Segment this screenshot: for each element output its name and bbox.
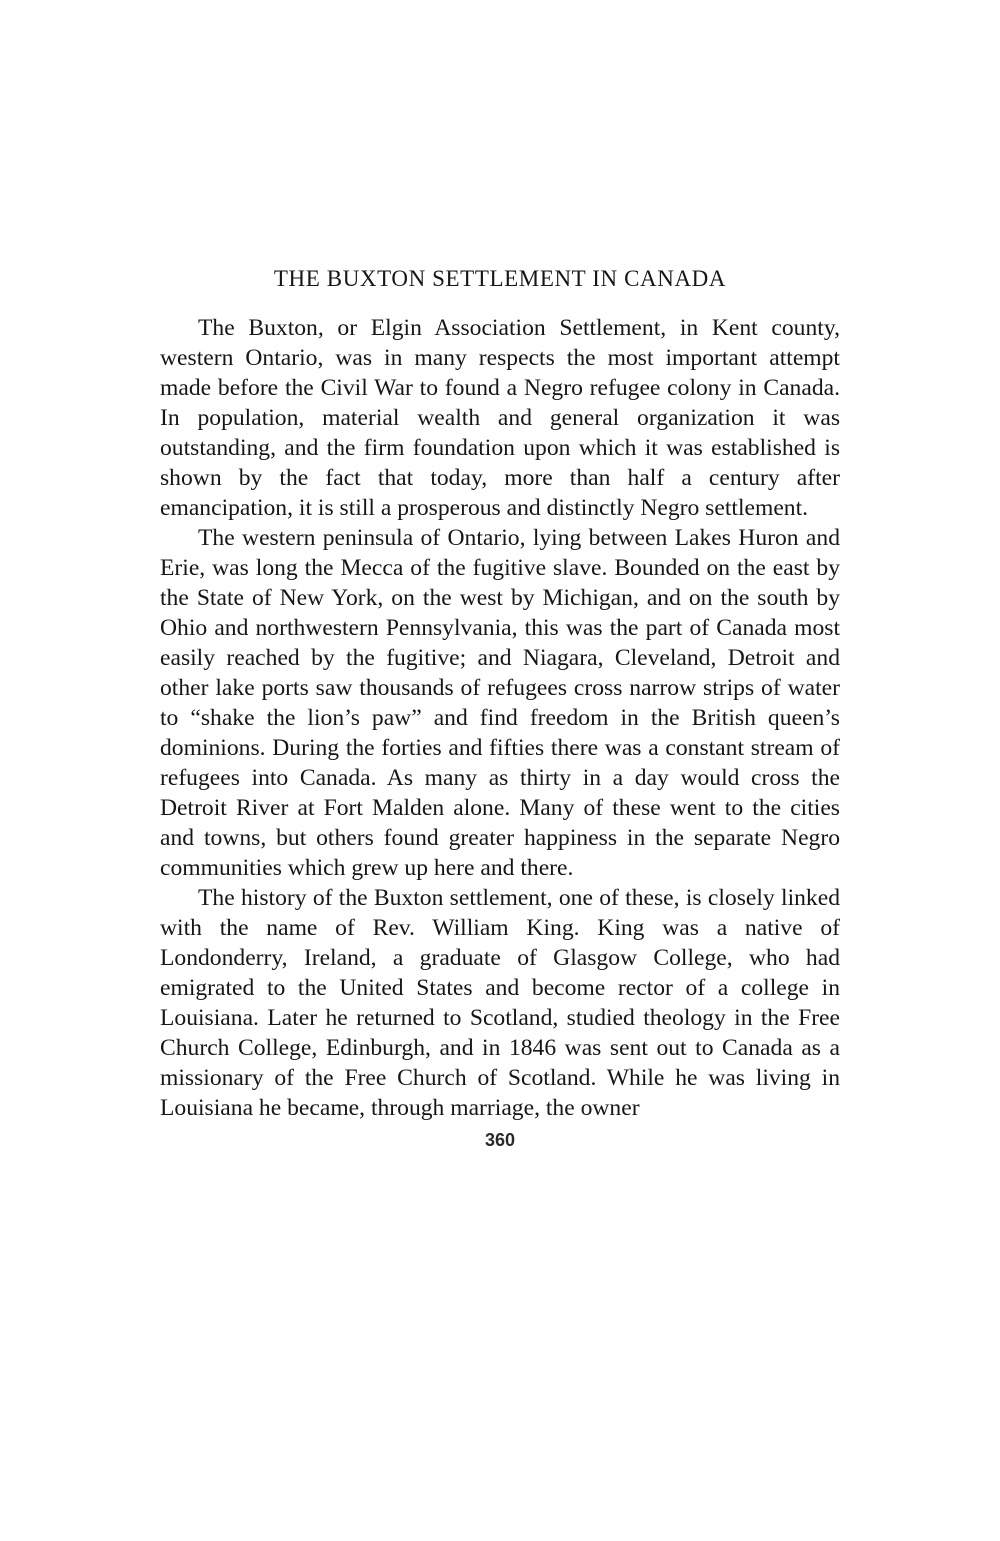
paragraph-1: The Buxton, or Elgin Association Settlement, in Kent county, western Ontario, was in many respects the most important attempt made before the Civil War to found a Negro refugee colony in Canada. In population, material wealth and general organization it was outstanding, and the firm foundation upon which it was established is shown by the fact that today, more than half a century after emancipation, it is still a prosperous and distinctly Negro settlement. bbox=[160, 315, 840, 521]
page bbox=[160, 262, 840, 1153]
paragraph-3: The history of the Buxton settlement, one of these, is closely linked with the name of Rev. William King. King was a native of Londonderry, Ireland, a graduate of Glasgow College, who had emigrated to the United States and become rector of a college in Louisiana. Later he returned to Scotland, studied theology in the Free Church College, Edinburgh, and in 1846 was sent out to Canada as a missionary of the Free Church of Scotland. While he was living in Louisiana he became, through marriage, the owner bbox=[160, 885, 840, 1121]
paragraph-2: The western peninsula of Ontario, lying between Lakes Huron and Erie, was long the Mecca of the fugitive slave. Bounded on the east by the State of New York, on the west by Michigan, and on the south by Ohio and northwestern Pennsylvania, this was the part of Canada most easily reached by the fugitive; and Niagara, Cleveland, Detroit and other lake ports saw thousands of refugees cross narrow strips of water to “shake the lion’s paw” and find freedom in the British queen’s dominions. During the forties and fifties there was a constant stream of refugees into Canada. As many as thirty in a day would cross the Detroit River at Fort Malden alone. Many of these went to the cities and towns, but others found greater happiness in the separate Negro communities which grew up here and there. bbox=[160, 525, 840, 881]
page-title: THE BUXTON SETTLEMENT IN CANADA bbox=[273, 266, 727, 291]
page-number: 360 bbox=[484, 1130, 516, 1150]
